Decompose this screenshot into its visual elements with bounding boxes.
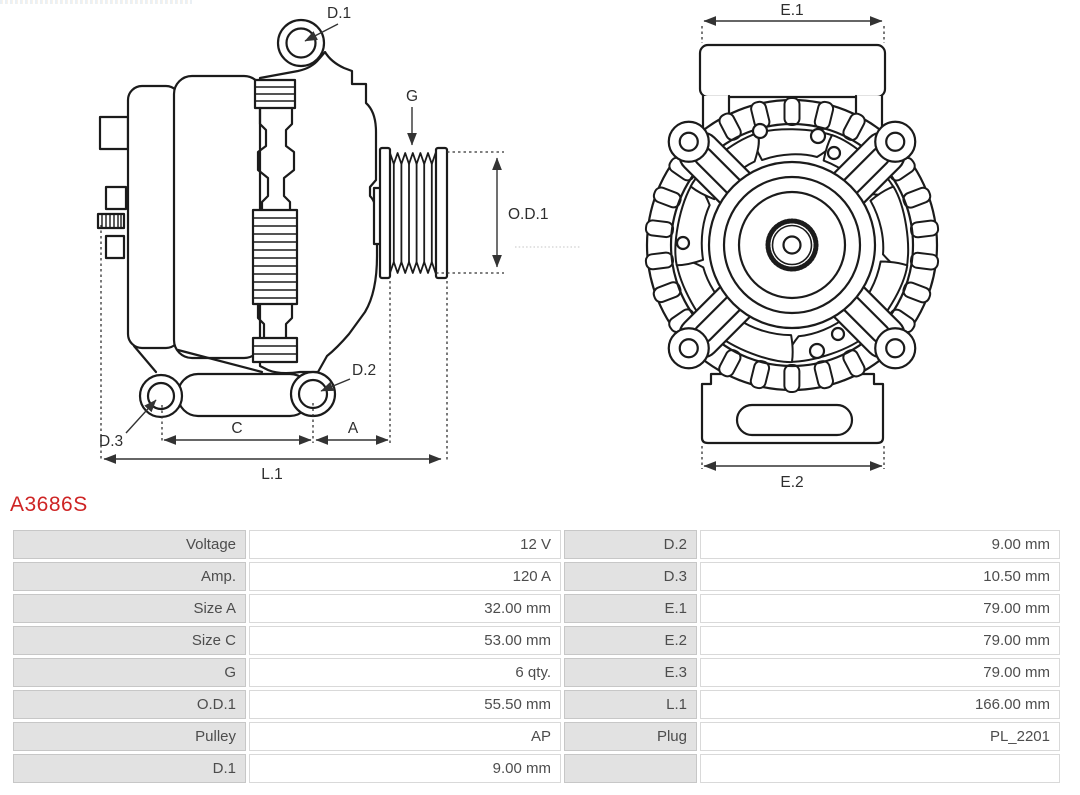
- spec-value: 9.00 mm: [700, 530, 1060, 559]
- front-view-drawing: [645, 45, 939, 443]
- table-row: [13, 562, 1060, 591]
- dim-label-d1: D.1: [327, 5, 352, 22]
- spec-table: [10, 527, 1063, 786]
- spec-value: AP: [249, 722, 561, 751]
- spec-value: 120 A: [249, 562, 561, 591]
- dim-label-d3: D.3: [99, 433, 124, 450]
- spec-value: 79.00 mm: [700, 594, 1060, 623]
- spec-value: 79.00 mm: [700, 658, 1060, 687]
- spec-label: D.3: [564, 562, 697, 591]
- spec-label: E.2: [564, 626, 697, 655]
- side-view-drawing: [98, 20, 447, 417]
- spec-value: 9.00 mm: [249, 754, 561, 783]
- spec-value: [700, 754, 1060, 783]
- dim-label-c: C: [231, 420, 243, 437]
- pulley: [380, 148, 447, 278]
- spec-value: 32.00 mm: [249, 594, 561, 623]
- dim-label-a: A: [347, 420, 359, 437]
- spec-label: Pulley: [13, 722, 246, 751]
- spec-value: 12 V: [249, 530, 561, 559]
- spec-value: 166.00 mm: [700, 690, 1060, 719]
- spec-value: PL_2201: [700, 722, 1060, 751]
- table-row: [13, 658, 1060, 687]
- dim-label-g: G: [405, 88, 419, 105]
- table-row: [13, 626, 1060, 655]
- table-row: [13, 530, 1060, 559]
- dim-label-d2: D.2: [352, 362, 377, 379]
- dim-label-e1: E.1: [780, 2, 804, 19]
- spec-label: Size A: [13, 594, 246, 623]
- dim-label-od1: O.D.1: [508, 206, 549, 223]
- spec-value: 53.00 mm: [249, 626, 561, 655]
- spec-label: D.1: [13, 754, 246, 783]
- spec-value: 79.00 mm: [700, 626, 1060, 655]
- spec-label: E.1: [564, 594, 697, 623]
- spec-value: 6 qty.: [249, 658, 561, 687]
- terminal-block: [98, 117, 128, 258]
- spec-label: Voltage: [13, 530, 246, 559]
- spec-label: L.1: [564, 690, 697, 719]
- center-hub: [709, 162, 875, 328]
- mid-housing: [174, 76, 262, 358]
- spec-label: Plug: [564, 722, 697, 751]
- spec-label: E.3: [564, 658, 697, 687]
- spec-label: [564, 754, 697, 783]
- table-row: [13, 754, 1060, 783]
- spec-value: 55.50 mm: [249, 690, 561, 719]
- spec-label: Size C: [13, 626, 246, 655]
- dim-label-l1: L.1: [261, 466, 283, 483]
- spec-value: 10.50 mm: [700, 562, 1060, 591]
- table-row: [13, 722, 1060, 751]
- table-row: [13, 594, 1060, 623]
- spec-label: Amp.: [13, 562, 246, 591]
- part-number: A3686S: [10, 493, 88, 516]
- spec-label: O.D.1: [13, 690, 246, 719]
- top-lug-d1: [278, 20, 324, 66]
- dim-label-e2: E.2: [780, 474, 804, 491]
- spec-label: D.2: [564, 530, 697, 559]
- rear-cover: [128, 86, 180, 348]
- bottom-bracket-slot: [737, 405, 852, 435]
- spec-label: G: [13, 658, 246, 687]
- shaft-hole: [784, 237, 801, 254]
- table-row: [13, 690, 1060, 719]
